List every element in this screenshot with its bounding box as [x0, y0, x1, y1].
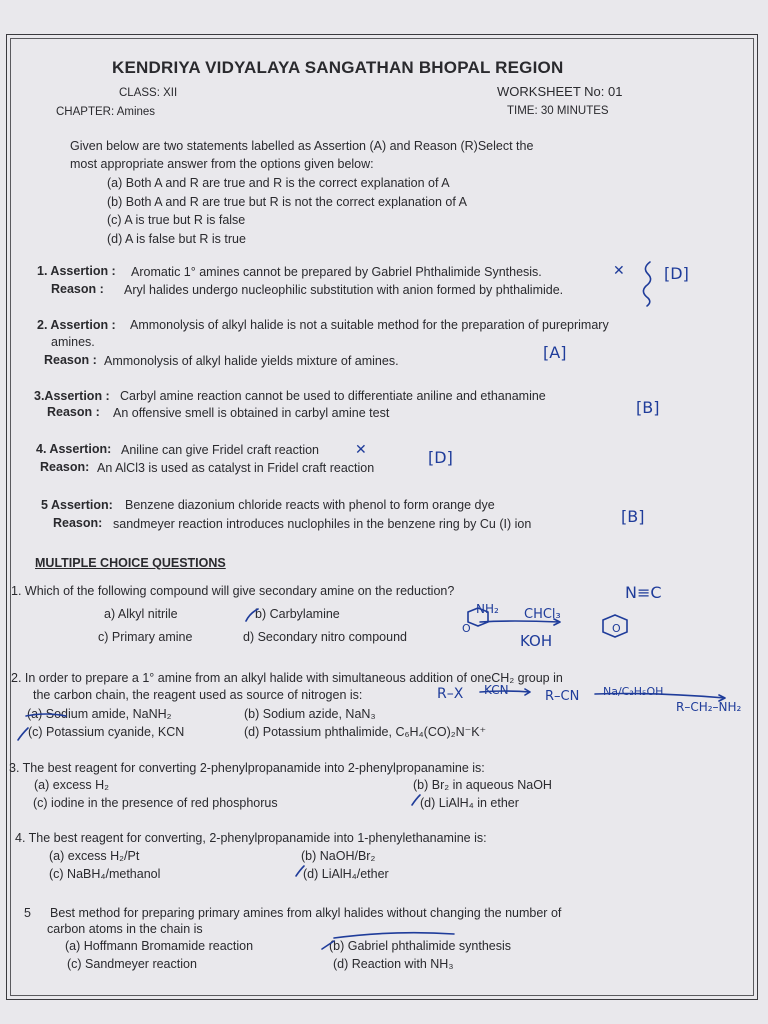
q2-tick-c — [18, 728, 28, 740]
q1-chcl3-label: CHCl₃ — [524, 607, 561, 622]
q3-option-d: (d) LiAlH₄ in ether — [420, 796, 519, 810]
q4-tick-d — [296, 866, 304, 876]
q1-ring-right-label: O — [612, 622, 621, 635]
ar4-answer: [D] — [428, 448, 453, 467]
q2-arrow-2 — [595, 694, 725, 702]
ar4-reason: An AlCl3 is used as catalyst in Fridel craft reaction — [97, 461, 375, 475]
q2-option-c: (c) Potassium cyanide, KCN — [28, 725, 185, 739]
q5-option-c: (c) Sandmeyer reaction — [67, 957, 197, 971]
ar1-brace-mark — [643, 262, 650, 306]
ar4-assertion-label: 4. Assertion: — [36, 442, 112, 456]
q2-option-a-underline — [26, 714, 66, 716]
chapter-label: CHAPTER: Amines — [56, 106, 156, 118]
q5-tick-b — [322, 941, 334, 949]
q1-option-b: b) Carbylamine — [255, 607, 340, 621]
q2-question-cont: the carbon chain, the reagent used as source of nitrogen is: — [33, 688, 363, 702]
class-label: CLASS: XII — [119, 87, 178, 99]
ar2-reason: Ammonolysis of alkyl halide yields mixture of amines. — [104, 354, 399, 368]
instruction-line-2: most appropriate answer from the options given below: — [70, 157, 374, 171]
q5-question: Best method for preparing primary amines from alkyl halides without changing the number of — [50, 906, 562, 920]
q5-option-d: (d) Reaction with NH₃ — [333, 957, 454, 971]
ar1-reason-label: Reason : — [51, 282, 104, 296]
q1-isocyanide-label: N≡C — [625, 583, 662, 602]
option-d: (d) A is false but R is true — [107, 232, 246, 246]
q2-na-ethanol-label: Na/C₂H₅OH — [603, 685, 664, 698]
q1-ring-left — [468, 608, 488, 626]
option-a: (a) Both A and R are true and R is the correct explanation of A — [107, 176, 450, 190]
q1-tick-b — [246, 609, 258, 621]
q1-nh2-label: NH₂ — [476, 602, 499, 616]
ar5-assertion: Benzene diazonium chloride reacts with phenol to form orange dye — [125, 498, 495, 512]
q3-option-b: (b) Br₂ in aqueous NaOH — [413, 778, 552, 792]
option-c: (c) A is true but R is false — [107, 213, 246, 227]
q3-option-a: (a) excess H₂ — [34, 778, 110, 792]
ar4-cross-mark: ✕ — [355, 442, 367, 458]
option-b: (b) Both A and R are true but R is not the correct explanation of A — [107, 195, 467, 209]
ar2-reason-label: Reason : — [44, 353, 97, 367]
q3-tick-d — [412, 795, 420, 805]
q1-ring-right — [603, 615, 627, 637]
q4-option-d: (d) LiAlH₄/ether — [303, 867, 389, 881]
q1-question: 1. Which of the following compound will give secondary amine on the reduction? — [11, 584, 455, 598]
q2-rx-label: R–X — [437, 686, 464, 702]
instruction-line-1: Given below are two statements labelled as Assertion (A) and Reason (R)Select the — [70, 139, 534, 153]
ar2-assertion-cont: amines. — [51, 335, 95, 349]
ar3-assertion-label: 3.Assertion : — [34, 389, 110, 403]
q1-koh-label: KOH — [520, 632, 553, 650]
ar2-assertion-label: 2. Assertion : — [37, 318, 116, 332]
q1-reaction-arrow — [480, 619, 560, 625]
q4-option-c: (c) NaBH₄/methanol — [49, 867, 161, 881]
q5-option-b-stroke — [334, 933, 454, 938]
ar1-assertion: Aromatic 1° amines cannot be prepared by Gabriel Phthalimide Synthesis. — [131, 265, 542, 279]
time-label: TIME: 30 MINUTES — [507, 105, 609, 117]
ar5-reason-label: Reason: — [53, 516, 103, 530]
ar2-assertion: Ammonolysis of alkyl halide is not a suitable method for the preparation of pureprimary — [130, 318, 609, 332]
school-title: KENDRIYA VIDYALAYA SANGATHAN BHOPAL REGION — [112, 58, 564, 77]
q4-question: 4. The best reagent for converting, 2-phenylpropanamide into 1-phenylethanamine is: — [15, 831, 487, 845]
ar3-answer: [B] — [636, 398, 660, 417]
q3-question: 3. The best reagent for converting 2-phenylpropanamide into 2-phenylpropanamine is: — [9, 761, 485, 775]
ar3-assertion: Carbyl amine reaction cannot be used to differentiate aniline and ethanamine — [120, 389, 546, 403]
worksheet-number: WORKSHEET No: 01 — [497, 84, 623, 99]
q5-option-b: (b) Gabriel phthalimide synthesis — [329, 939, 512, 953]
q1-option-c: c) Primary amine — [98, 630, 193, 644]
ar4-assertion: Aniline can give Fridel craft reaction — [121, 443, 320, 457]
q2-option-d: (d) Potassium phthalimide, C₆H₄(CO)₂N⁻K⁺ — [244, 725, 487, 739]
ar3-reason: An offensive smell is obtained in carbyl amine test — [113, 406, 390, 420]
mcq-heading: MULTIPLE CHOICE QUESTIONS — [35, 556, 226, 570]
ar2-answer: [A] — [543, 343, 567, 362]
q3-option-c: (c) iodine in the presence of red phosphorus — [33, 796, 278, 810]
ar4-reason-label: Reason: — [40, 460, 90, 474]
q2-option-a: (a) Sodium amide, NaNH₂ — [27, 707, 172, 721]
ar5-reason: sandmeyer reaction introduces nuclophiles in the benzene ring by Cu (I) ion — [113, 517, 532, 531]
ar5-assertion-label: 5 Assertion: — [41, 498, 113, 512]
q4-option-b: (b) NaOH/Br₂ — [301, 849, 376, 863]
q4-option-a: (a) excess H₂/Pt — [49, 849, 140, 863]
ar1-answer: [D] — [664, 264, 689, 283]
q5-question-cont: carbon atoms in the chain is — [47, 922, 203, 936]
ar1-assertion-label: 1. Assertion : — [37, 264, 116, 278]
q2-question: 2. In order to prepare a 1° amine from an alkyl halide with simultaneous addition of oneCH₂ group in — [11, 671, 563, 685]
q5-number: 5 — [24, 906, 31, 920]
q5-option-a: (a) Hoffmann Bromamide reaction — [65, 939, 254, 953]
q2-arrow-1 — [480, 689, 530, 695]
q2-kcn-label: KCN — [484, 683, 509, 697]
ar3-reason-label: Reason : — [47, 405, 100, 419]
q1-option-d: d) Secondary nitro compound — [243, 630, 407, 644]
q1-ring-left-label: O — [462, 622, 471, 635]
ar1-reason: Aryl halides undergo nucleophilic substitution with anion formed by phthalimide. — [124, 283, 564, 297]
q2-option-b: (b) Sodium azide, NaN₃ — [244, 707, 376, 721]
q2-product-label: R–CH₂–NH₂ — [676, 700, 742, 714]
ar5-answer: [B] — [621, 507, 645, 526]
q2-rcn-label: R–CN — [545, 689, 580, 704]
ar1-cross-mark: ✕ — [613, 263, 625, 279]
q1-option-a: a) Alkyl nitrile — [104, 607, 178, 621]
